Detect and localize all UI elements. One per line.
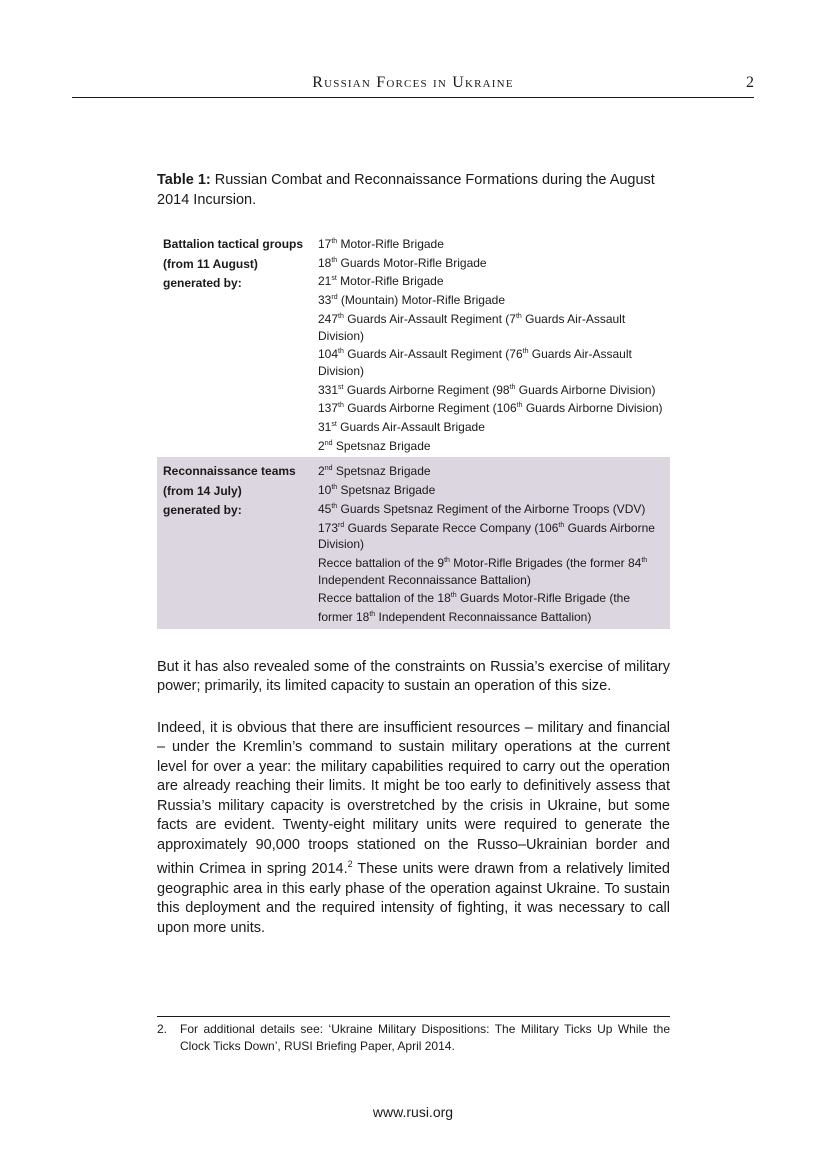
running-title: Russian Forces in Ukraine (312, 74, 514, 91)
table-row (157, 230, 670, 457)
footnote-number: 2. (157, 1022, 168, 1036)
page-number: 2 (746, 74, 754, 91)
unit-entry: 137th Guards Airborne Regiment (106th Guards Airborne Division) (318, 401, 663, 416)
unit-entry: 10th Spetsnaz Brigade (318, 483, 436, 498)
body-paragraph: But it has also revealed some of the constraints on Russia’s exercise of military power; primarily, its limited capacity to sustain an operation of this size. (157, 658, 670, 695)
table-caption (157, 170, 670, 210)
unit-entry: 173rd Guards Separate Recce Company (106th Guards Airborne Division) (318, 520, 655, 552)
group-label: (from 11 August) (163, 256, 258, 271)
body-paragraph-text: These units were drawn from a relatively limited geographic area in this early phase of the operation against Ukraine. To sustain this deployment and the required intensity of fighting, it was necessary to call upon more units. (157, 861, 670, 936)
footer-url[interactable]: www.rusi.org (372, 1104, 454, 1120)
body-paragraph (157, 719, 670, 938)
footnote-text: For additional details see: ‘Ukraine Military Dispositions: The Military Ticks Up While the Clock Ticks Down’, RUSI Briefing Paper, April 2014. (180, 1022, 670, 1053)
group-label: (from 14 July) (163, 483, 242, 498)
group-cell (157, 457, 312, 628)
main-content (157, 170, 670, 938)
footnote-reference[interactable]: 2 (347, 859, 353, 870)
group-label: Battalion tactical groups (163, 237, 304, 251)
unit-entry: 2nd Spetsnaz Brigade (318, 464, 431, 479)
unit-entry: 2nd Spetsnaz Brigade (318, 438, 431, 453)
group-label: generated by: (163, 503, 242, 518)
units-cell (312, 457, 670, 628)
unit-entry: 17th Motor-Rifle Brigade (318, 237, 444, 251)
units-cell (312, 230, 670, 457)
page-footer (0, 1104, 826, 1120)
unit-entry: 31st Guards Air-Assault Brigade (318, 420, 485, 435)
running-header (72, 72, 754, 98)
unit-entry: 33rd (Mountain) Motor-Rifle Brigade (318, 293, 505, 308)
unit-entry: 104th Guards Air-Assault Regiment (76th Guards Air-Assault Division) (318, 347, 632, 378)
unit-entry: 18th Guards Motor-Rifle Brigade (318, 255, 487, 270)
table-caption-label: Table 1: (157, 172, 211, 188)
footnote (157, 1021, 670, 1055)
unit-entry: Recce battalion of the 18th Guards Motor-Rifle Brigade (the former 18th Independent Reconnaissance Battalion) (318, 591, 631, 625)
unit-entry: 21st Motor-Rifle Brigade (318, 274, 444, 289)
footnote-divider (157, 1016, 670, 1017)
unit-entry: 45th Guards Spetsnaz Regiment of the Airborne Troops (VDV) (318, 501, 646, 516)
unit-entry: 331st Guards Airborne Regiment (98th Guards Airborne Division) (318, 382, 656, 397)
table-row (157, 457, 670, 628)
unit-entry: 247th Guards Air-Assault Regiment (7th Guards Air-Assault Division) (318, 311, 626, 343)
unit-entry: Recce battalion of the 9th Motor-Rifle Brigades (the former 84th Independent Reconnaissance Battalion) (318, 555, 648, 587)
group-cell (157, 230, 312, 457)
formations-table (157, 230, 670, 629)
table-caption-text: Russian Combat and Reconnaissance Formations during the August 2014 Incursion. (157, 172, 655, 208)
group-label: generated by: (163, 276, 242, 290)
group-label: Reconnaissance teams (163, 464, 296, 479)
body-paragraph-text: Indeed, it is obvious that there are insufficient resources – military and financial – under the Kremlin’s command to sustain military operations at the current level for over a year: the military capabilities required to carry out the operation are already reaching their limits. It might be too early to definitively assess that Russia’s military capacity is overstretched by the crisis in Ukraine, but some facts are evident. Twenty-eight military units were required to generate the approximately 90,000 troops stationed on the Russo–Ukrainian border and within Crimea in spring 2014. (157, 719, 670, 878)
